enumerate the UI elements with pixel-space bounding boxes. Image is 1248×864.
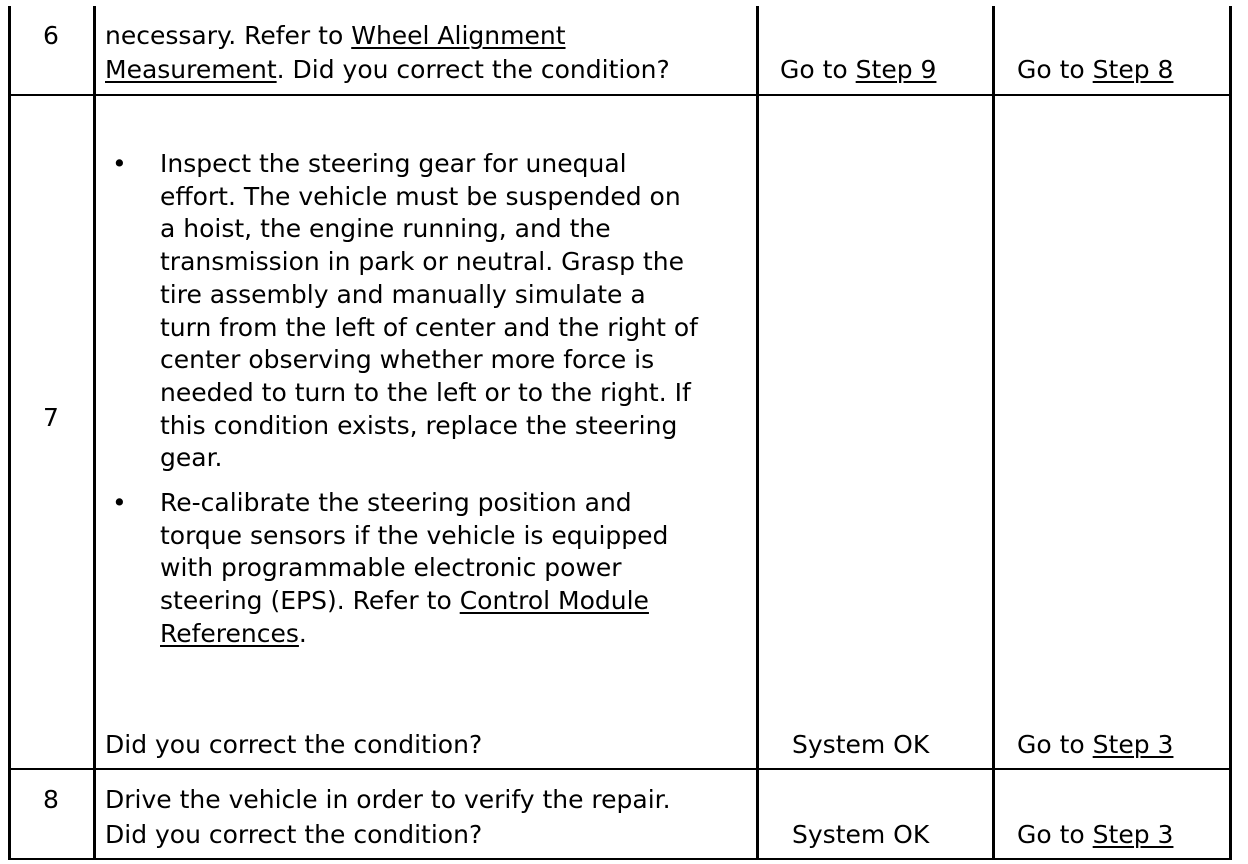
no-prefix: Go to (1017, 820, 1093, 849)
table-left-border (8, 6, 11, 860)
bullet-item (107, 487, 700, 651)
question-text: Did you correct the condition? (105, 820, 483, 849)
yes-prefix: Go to (780, 55, 856, 84)
no-prefix: Go to (1017, 730, 1093, 759)
column-divider-yes (992, 6, 995, 860)
action-text-part: . Did you correct the condition? (276, 55, 670, 84)
step-3-link[interactable]: Step 3 (1092, 820, 1174, 849)
bullet-list (107, 148, 700, 663)
bullet-text: Re-calibrate the steering position and torque sensors if the vehicle is equipped with programmable electronic power steering (EPS). Refer to (160, 488, 669, 616)
wheel-alignment-link[interactable]: Wheel Alignment (351, 21, 566, 50)
action-text (105, 19, 566, 52)
row-divider-7-8 (8, 768, 1232, 770)
no-cell (1017, 53, 1173, 86)
table-bottom-border (8, 858, 1232, 860)
step-9-link[interactable]: Step 9 (855, 55, 937, 84)
step-3-link[interactable]: Step 3 (1092, 730, 1174, 759)
bullet-text: Inspect the steering gear for unequal effort. The vehicle must be suspended on a hoist, the engine running, and the transmission in park or neutral. Grasp the tire assembly and manually simulate a turn from the left of center and the right of center observing whether more force is needed to turn to the left or to the right. If this condition exists, replace the steering gear. (160, 149, 698, 473)
yes-cell: System OK (792, 730, 930, 759)
no-prefix: Go to (1017, 55, 1093, 84)
row-divider-6-7 (8, 94, 1232, 96)
action-text-part: necessary. Refer to (105, 21, 352, 50)
no-cell (1017, 728, 1173, 761)
column-divider-action (756, 6, 759, 860)
action-text: Drive the vehicle in order to verify the repair. (105, 785, 671, 814)
step-number: 8 (43, 785, 59, 814)
step-number: 6 (43, 21, 59, 50)
yes-cell: System OK (792, 820, 930, 849)
step-number: 7 (43, 403, 59, 432)
question-text: Did you correct the condition? (105, 730, 483, 759)
control-module-references-link[interactable]: Control Module References (160, 586, 649, 648)
action-text-line2 (105, 53, 670, 86)
no-cell (1017, 818, 1173, 851)
yes-cell (780, 53, 936, 86)
table-right-border (1229, 6, 1232, 860)
column-divider-step (93, 6, 96, 860)
bullet-end: . (298, 618, 307, 648)
bullet-item (107, 148, 700, 475)
step-8-link[interactable]: Step 8 (1092, 55, 1174, 84)
measurement-link[interactable]: Measurement (105, 55, 277, 84)
